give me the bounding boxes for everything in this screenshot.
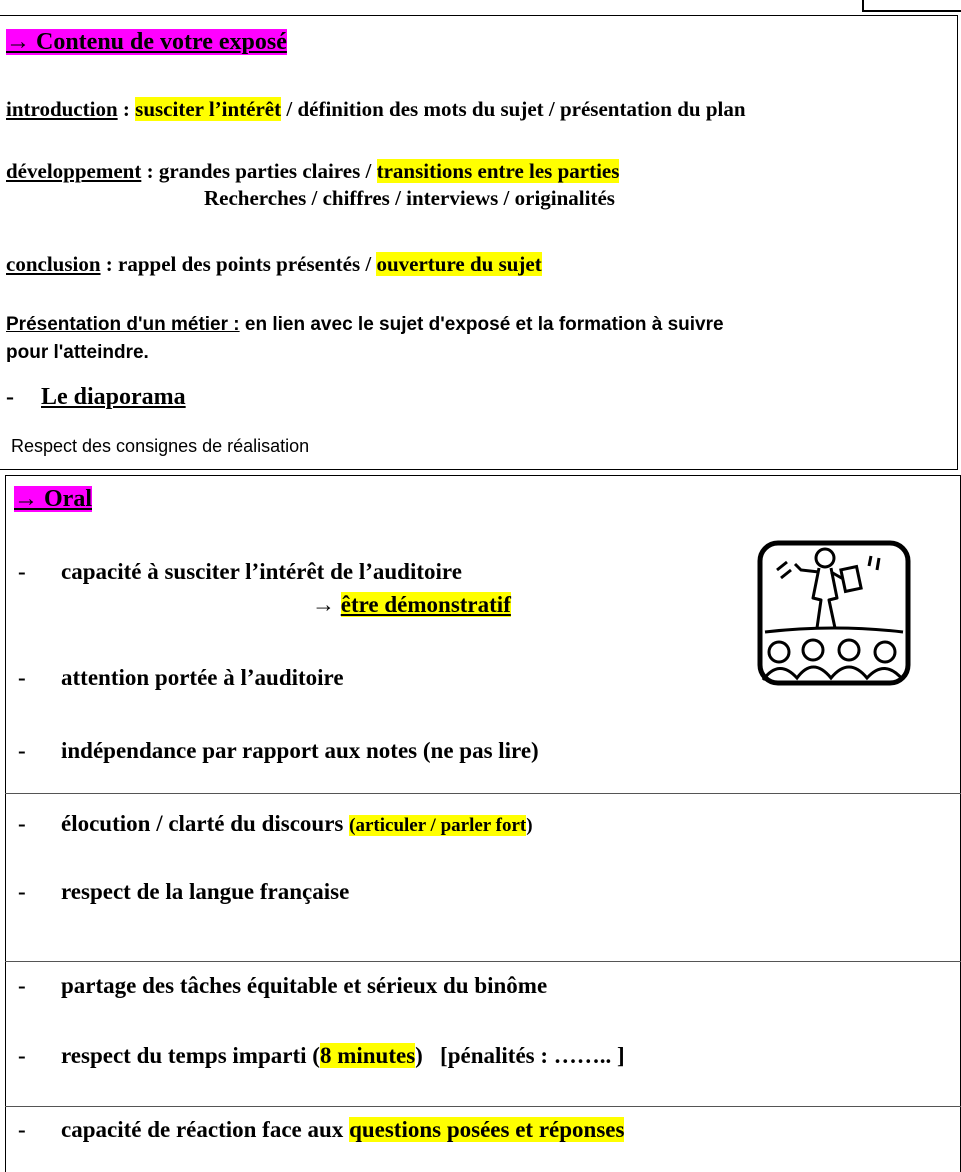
criterion-dash: - (18, 559, 26, 584)
metier-line2 (6, 340, 149, 366)
introduction-rest: / définition des mots du sujet / présentation du plan (281, 97, 746, 121)
introduction-label: introduction (6, 97, 118, 121)
criterion-3 (18, 737, 539, 765)
metier-line2-text: pour l'atteindre. (6, 342, 149, 363)
introduction-highlight: susciter l’intérêt (135, 97, 282, 121)
criterion-7 (18, 1042, 625, 1070)
developpement-sep: : (141, 159, 159, 183)
criterion-highlight: questions posées et réponses (349, 1117, 625, 1142)
criterion-text: respect de la langue française (61, 879, 350, 904)
diaporama-heading (6, 382, 186, 412)
developpement-line2 (204, 185, 615, 211)
criterion-text: indépendance par rapport aux notes (ne pas lire) (61, 738, 539, 763)
conclusion-text: rappel des points présentés / (118, 252, 377, 276)
criterion-text: respect du temps imparti ( (61, 1043, 320, 1068)
criterion-8 (18, 1116, 624, 1144)
presenter-audience-icon (757, 540, 911, 686)
developpement-highlight: transitions entre les parties (376, 159, 620, 183)
criterion-2 (18, 664, 344, 692)
developpement-line2-text: Recherches / chiffres / interviews / originalités (204, 186, 615, 210)
diaporama-text: Respect des consignes de réalisation (11, 436, 310, 456)
corner-frame (862, 0, 961, 12)
criterion-text: partage des tâches équitable et sérieux du binôme (61, 973, 548, 998)
conclusion-sep: : (100, 252, 119, 276)
metier-text: en lien avec le sujet d'exposé et la formation à suivre (239, 314, 724, 335)
contenu-title (6, 27, 287, 57)
oral-title-text: → Oral (14, 486, 92, 512)
arrow-icon: → (312, 592, 341, 617)
criterion-text: capacité à susciter l’intérêt de l’auditoire (61, 559, 462, 584)
oral-title (14, 484, 92, 514)
conclusion-highlight: ouverture du sujet (376, 252, 542, 276)
criterion-1 (18, 558, 462, 586)
criterion-highlight: 8 minutes (319, 1043, 416, 1068)
criterion-dash: - (18, 811, 26, 836)
separator-1 (5, 793, 961, 794)
criterion-after: ) [pénalités : …….. ] (415, 1043, 625, 1068)
diaporama-dash: - (6, 384, 14, 410)
diaporama-title: Le diaporama (41, 384, 186, 410)
diaporama-text-line (11, 433, 309, 459)
conclusion-line (6, 251, 542, 277)
criterion-5 (18, 878, 349, 906)
developpement-line (6, 158, 619, 184)
developpement-text: grandes parties claires / (158, 159, 377, 183)
criterion-dash: - (18, 665, 26, 690)
criterion-4 (18, 810, 533, 840)
separator-2 (5, 961, 961, 962)
criterion-dash: - (18, 879, 26, 904)
metier-label: Présentation d'un métier : (6, 314, 240, 335)
separator-3 (5, 1106, 961, 1107)
criterion-text: élocution / clarté du discours (61, 811, 350, 836)
metier-line (6, 312, 724, 338)
introduction-sep: : (117, 97, 136, 121)
contenu-title-text: → Contenu de votre exposé (6, 29, 287, 55)
criterion-dash: - (18, 738, 26, 763)
criterion-highlight: (articuler / parler fort (349, 815, 527, 836)
criterion-text: attention portée à l’auditoire (61, 665, 344, 690)
criterion-highlight: être démonstratif (340, 592, 511, 617)
introduction-line (6, 96, 746, 122)
criterion-dash: - (18, 1117, 26, 1142)
criterion-1-sub (312, 591, 511, 619)
developpement-label: développement (6, 159, 142, 183)
criterion-dash: - (18, 973, 26, 998)
criterion-6 (18, 972, 547, 1000)
conclusion-label: conclusion (6, 252, 101, 276)
criterion-text: capacité de réaction face aux (61, 1117, 350, 1142)
criterion-after: ) (526, 815, 533, 836)
criterion-dash: - (18, 1043, 26, 1068)
